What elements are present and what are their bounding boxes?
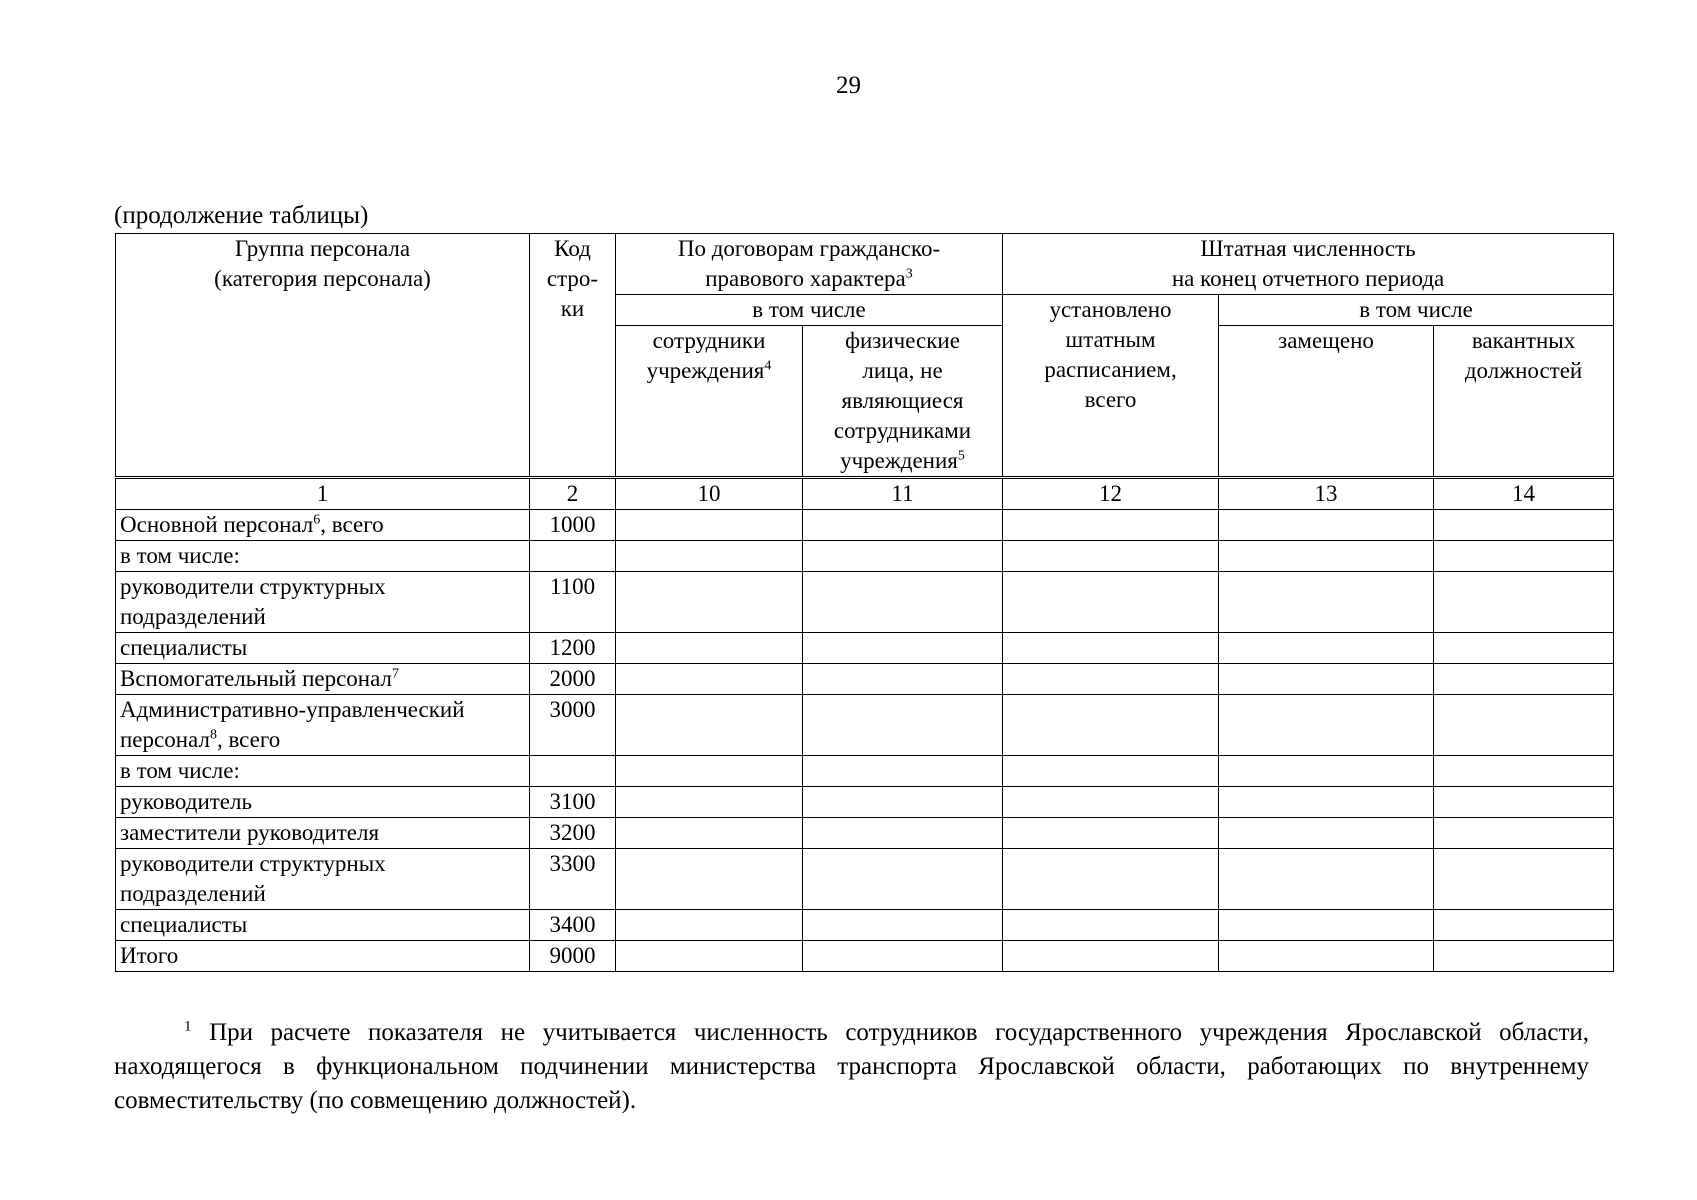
value-cell[interactable] [1003,787,1219,818]
row-name: руководители структурных подразделений [116,572,530,633]
value-cell[interactable] [803,787,1003,818]
value-cell[interactable] [803,572,1003,633]
table-row [116,910,1614,941]
value-cell[interactable] [1219,849,1434,910]
header-col11 [803,326,1003,478]
header-col11-sup: 5 [957,448,965,464]
column-number: 12 [1003,478,1219,510]
row-name: специалисты [116,910,530,941]
value-cell[interactable] [616,941,803,972]
value-cell[interactable] [1003,572,1219,633]
value-cell[interactable] [1003,695,1219,756]
value-cell[interactable] [1219,541,1434,572]
value-cell[interactable] [1434,695,1614,756]
row-name: в том числе: [116,756,530,787]
header-incl-shtat: в том числе [1219,295,1614,326]
value-cell[interactable] [803,756,1003,787]
value-cell[interactable] [616,510,803,541]
header-incl-gph: в том числе [616,295,1003,326]
page-number: 29 [836,72,861,99]
table-row [116,941,1614,972]
header-col10-line1: сотрудники [652,328,766,353]
value-cell[interactable] [616,818,803,849]
header-col14-line2: должностей [1464,358,1583,383]
value-cell[interactable] [1219,510,1434,541]
column-number: 1 [116,478,530,510]
header-code [530,234,616,478]
value-cell[interactable] [1003,818,1219,849]
value-cell[interactable] [616,787,803,818]
value-cell[interactable] [803,510,1003,541]
table-row [116,664,1614,695]
value-cell[interactable] [616,633,803,664]
header-col13: замещено [1219,326,1434,478]
column-number: 14 [1434,478,1614,510]
header-gph [616,234,1003,295]
value-cell[interactable] [616,695,803,756]
header-col12-line3: расписанием, [1044,357,1177,382]
header-shtat-line2: на конец отчетного периода [1171,266,1445,291]
value-cell[interactable] [1003,941,1219,972]
row-name: Основной персонал$^6$, всего [116,510,530,541]
value-cell[interactable] [1003,756,1219,787]
value-cell[interactable] [803,910,1003,941]
column-number: 2 [530,478,616,510]
row-code: 3000 [530,695,616,756]
row-name: руководитель [116,787,530,818]
value-cell[interactable] [1003,849,1219,910]
header-col12-line1: установлено [1049,297,1172,322]
value-cell[interactable] [1434,941,1614,972]
table-row [116,849,1614,910]
staff-table [115,233,1614,972]
header-group [116,234,530,478]
value-cell[interactable] [1434,633,1614,664]
row-name: Итого [116,941,530,972]
value-cell[interactable] [803,633,1003,664]
header-col12 [1003,295,1219,478]
header-col10 [616,326,803,478]
continuation-label: (продолжение таблицы) [114,202,369,229]
value-cell[interactable] [1219,664,1434,695]
header-col11-line1: физические [845,328,960,353]
row-name: руководители структурных подразделений [116,849,530,910]
table-row [116,633,1614,664]
footnote [114,1016,1589,1118]
value-cell[interactable] [1434,541,1614,572]
row-code: 1100 [530,572,616,633]
header-group-line1: Группа персонала [234,236,411,261]
value-cell[interactable] [1003,633,1219,664]
value-cell[interactable] [803,664,1003,695]
header-col14 [1434,326,1614,478]
value-cell[interactable] [616,541,803,572]
value-cell[interactable] [1434,818,1614,849]
footnote-text: При расчете показателя не учитывается численность сотрудников государственного учреждения Ярославской области, находящегося в функциональном подчинении министерства транспорта Ярославской области, работающих по внутреннему совместительству (по совмещению должностей). [114,1019,1590,1114]
header-gph-line2: правового характера [705,266,906,291]
header-code-line1: Код [554,236,591,261]
header-col12-line4: всего [1084,387,1137,412]
row-code [530,756,616,787]
table-row [116,695,1614,756]
header-col11-line2: лица, не [862,358,943,383]
row-code: 1000 [530,510,616,541]
row-code: 3400 [530,910,616,941]
footnote-marker: 1 [184,1018,192,1035]
value-cell[interactable] [1219,910,1434,941]
header-col10-sup: 4 [764,358,772,374]
row-code: 3300 [530,849,616,910]
value-cell[interactable] [616,849,803,910]
header-gph-sup: 3 [905,266,913,282]
header-col11-line5: учреждения [840,448,958,473]
value-cell[interactable] [616,756,803,787]
value-cell[interactable] [1219,787,1434,818]
value-cell[interactable] [616,664,803,695]
header-code-line2: стро- [546,266,599,291]
header-shtat [1003,234,1614,295]
row-name: Вспомогательный персонал$^7$ [116,664,530,695]
header-col12-line2: штатным [1065,327,1156,352]
header-col11-line4: сотрудниками [833,418,972,443]
value-cell[interactable] [803,941,1003,972]
header-code-line3: ки [560,296,585,321]
row-code [530,541,616,572]
table-row [116,818,1614,849]
header-gph-line1: По договорам гражданско- [677,236,941,261]
header-col11-line3: являющиеся [841,388,964,413]
value-cell[interactable] [803,541,1003,572]
column-number: 11 [803,478,1003,510]
row-name: Административно-управленческий персонал$^8$, всего [116,695,530,756]
row-code: 9000 [530,941,616,972]
row-code: 2000 [530,664,616,695]
table-row [116,572,1614,633]
value-cell[interactable] [1003,664,1219,695]
row-code: 3100 [530,787,616,818]
value-cell[interactable] [1434,664,1614,695]
value-cell[interactable] [1219,695,1434,756]
value-cell[interactable] [1219,633,1434,664]
value-cell[interactable] [1003,510,1219,541]
value-cell[interactable] [1434,849,1614,910]
value-cell[interactable] [616,910,803,941]
row-name: в том числе: [116,541,530,572]
row-code: 1200 [530,633,616,664]
table-row [116,510,1614,541]
column-number: 13 [1219,478,1434,510]
row-code: 3200 [530,818,616,849]
row-name: заместители руководителя [116,818,530,849]
header-col14-line1: вакантных [1471,328,1576,353]
value-cell[interactable] [1434,756,1614,787]
value-cell[interactable] [1003,541,1219,572]
value-cell[interactable] [1219,572,1434,633]
value-cell[interactable] [1434,910,1614,941]
table-row [116,787,1614,818]
row-name: специалисты [116,633,530,664]
value-cell[interactable] [803,818,1003,849]
value-cell[interactable] [1003,910,1219,941]
column-number-row [116,478,1614,510]
column-number: 10 [616,478,803,510]
value-cell[interactable] [616,572,803,633]
value-cell[interactable] [1434,787,1614,818]
header-shtat-line1: Штатная численность [1200,236,1416,261]
value-cell[interactable] [1434,572,1614,633]
value-cell[interactable] [1219,941,1434,972]
value-cell[interactable] [803,695,1003,756]
value-cell[interactable] [803,849,1003,910]
header-group-line2: (категория персонала) [214,266,431,291]
table-row [116,541,1614,572]
table-row [116,756,1614,787]
value-cell[interactable] [1434,510,1614,541]
value-cell[interactable] [1219,818,1434,849]
header-col10-line2: учреждения [646,358,765,383]
value-cell[interactable] [1219,756,1434,787]
